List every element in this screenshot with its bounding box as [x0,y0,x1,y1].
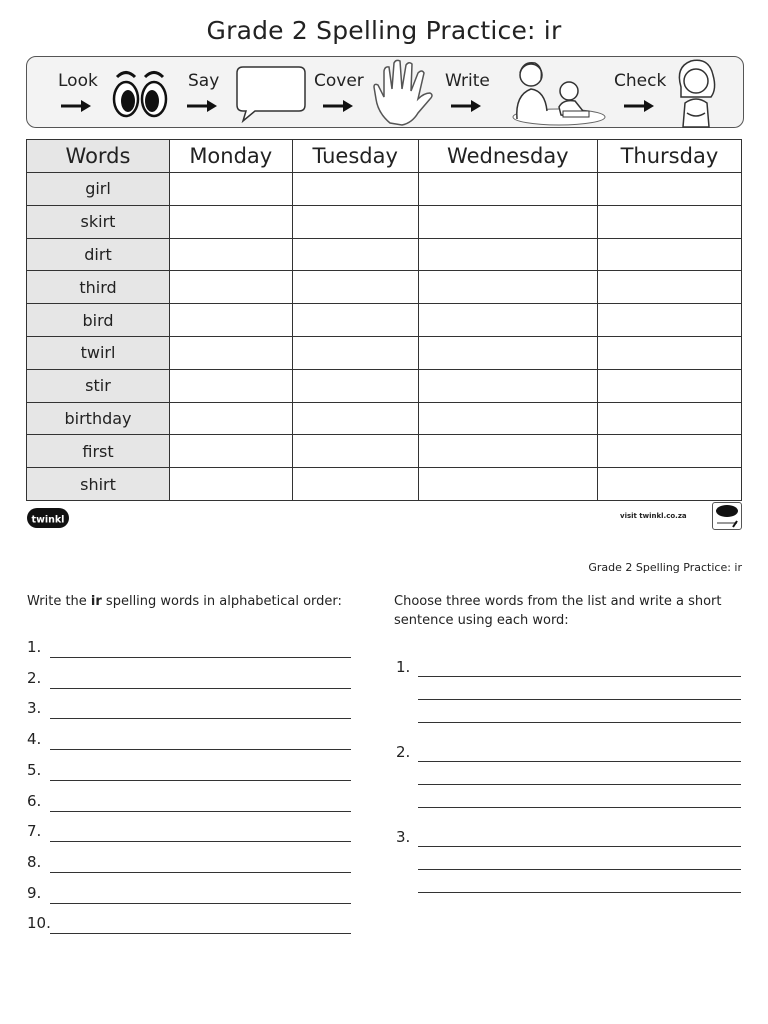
spelling-word: stir [27,369,170,402]
spelling-word: skirt [27,205,170,238]
practice-cell[interactable] [292,402,418,435]
sentence-answer-line[interactable] [418,784,741,785]
practice-cell[interactable] [170,336,293,369]
spelling-word: bird [27,304,170,337]
practice-cell[interactable] [597,435,741,468]
table-row [27,369,742,402]
teacher-and-child-writing-icon [503,59,607,127]
spelling-word: birthday [27,402,170,435]
practice-cell[interactable] [597,402,741,435]
alpha-answer-line[interactable] [50,811,351,812]
eyes-icon [111,65,169,121]
spelling-practice-table [26,139,742,501]
alpha-line-number: 1. [27,638,42,656]
sentence-answer-line[interactable] [418,761,741,762]
alpha-answer-line[interactable] [50,872,351,873]
table-header-row [27,140,742,173]
practice-cell[interactable] [170,173,293,206]
table-row [27,238,742,271]
practice-cell[interactable] [597,369,741,402]
practice-cell[interactable] [418,238,597,271]
arrow-right-icon [624,99,654,113]
header-monday: Monday [170,140,293,173]
practice-cell[interactable] [292,173,418,206]
sentence-number: 3. [396,828,411,846]
alpha-answer-line[interactable] [50,718,351,719]
table-row [27,402,742,435]
arrow-right-icon [323,99,353,113]
practice-cell[interactable] [418,304,597,337]
step-check-label: Check [614,71,667,91]
sentence-instruction: Choose three words from the list and write a short sentence using each word: [394,594,722,628]
practice-cell[interactable] [418,336,597,369]
spelling-word: first [27,435,170,468]
arrow-right-icon [187,99,217,113]
practice-cell[interactable] [418,369,597,402]
step-write-label: Write [445,71,490,91]
alpha-line-number: 5. [27,760,42,779]
practice-cell[interactable] [292,304,418,337]
table-row [27,173,742,206]
alpha-line-number: 8. [27,852,42,871]
step-look-label: Look [58,71,98,91]
practice-cell[interactable] [292,369,418,402]
visit-website-text: visit twinkl.co.za [620,512,687,520]
table-row [27,336,742,369]
practice-cell[interactable] [170,271,293,304]
sentence-answer-line[interactable] [418,676,741,677]
practice-cell[interactable] [292,205,418,238]
practice-cell[interactable] [597,271,741,304]
arrow-right-icon [451,99,481,113]
alpha-line-number: 7. [27,822,42,841]
header-tuesday: Tuesday [292,140,418,173]
table-row [27,435,742,468]
alpha-line-number: 3. [27,699,42,718]
practice-cell[interactable] [597,304,741,337]
practice-cell[interactable] [170,435,293,468]
table-row [27,271,742,304]
practice-cell[interactable] [292,468,418,501]
sentence-answer-line[interactable] [418,699,741,700]
alpha-answer-line[interactable] [50,903,351,904]
alpha-line-number: 2. [27,668,42,687]
practice-cell[interactable] [597,205,741,238]
practice-cell[interactable] [597,468,741,501]
table-row [27,304,742,337]
sentence-number: 2. [396,743,411,761]
practice-cell[interactable] [597,336,741,369]
alphabetical-order-instruction: Write the ir spelling words in alphabetical order: [27,594,342,609]
alpha-answer-line[interactable] [50,749,351,750]
page-title: Grade 2 Spelling Practice: ir [206,16,562,45]
alpha-line-number: 4. [27,730,42,749]
sentence-answer-line[interactable] [418,869,741,870]
sentence-answer-line[interactable] [418,722,741,723]
hand-icon [372,59,436,127]
svg-text:twinkl: twinkl [31,514,65,526]
alpha-answer-line[interactable] [50,841,351,842]
practice-cell[interactable] [418,435,597,468]
practice-cell[interactable] [170,369,293,402]
twinkl-logo [26,505,70,531]
practice-cell[interactable] [292,435,418,468]
spelling-word: shirt [27,468,170,501]
practice-cell[interactable] [418,173,597,206]
sentence-answer-line[interactable] [418,846,741,847]
sentence-answer-line[interactable] [418,892,741,893]
practice-cell[interactable] [170,304,293,337]
practice-cell[interactable] [418,468,597,501]
alpha-answer-line[interactable] [50,933,351,934]
spelling-word: girl [27,173,170,206]
page-header: Grade 2 Spelling Practice: ir [588,561,742,574]
speech-bubble-icon [235,65,307,123]
practice-cell[interactable] [292,336,418,369]
practice-cell[interactable] [597,173,741,206]
practice-cell[interactable] [418,271,597,304]
alpha-line-number: 10. [27,914,51,933]
practice-cell[interactable] [418,205,597,238]
alpha-answer-line[interactable] [50,780,351,781]
spelling-word: third [27,271,170,304]
alpha-line-number: 9. [27,883,42,902]
sentence-answer-line[interactable] [418,807,741,808]
header-thursday: Thursday [597,140,741,173]
practice-cell[interactable] [418,402,597,435]
quality-badge-icon [712,502,742,530]
girl-checking-icon [671,57,721,129]
step-cover-label: Cover [314,71,364,91]
step-say-label: Say [188,71,220,91]
table-row [27,468,742,501]
practice-cell[interactable] [170,468,293,501]
practice-cell[interactable] [170,205,293,238]
spelling-word: dirt [27,238,170,271]
practice-cell[interactable] [292,271,418,304]
practice-cell[interactable] [597,238,741,271]
header-wednesday: Wednesday [418,140,597,173]
header-words: Words [27,140,170,173]
alpha-answer-line[interactable] [50,688,351,689]
alpha-line-number: 6. [27,791,42,810]
practice-cell[interactable] [292,238,418,271]
table-row [27,205,742,238]
practice-cell[interactable] [170,402,293,435]
practice-cell[interactable] [170,238,293,271]
sentence-number: 1. [396,658,411,676]
spelling-word: twirl [27,336,170,369]
look-say-cover-write-check-strip [26,56,744,128]
alpha-answer-line[interactable] [50,657,351,658]
arrow-right-icon [61,99,91,113]
